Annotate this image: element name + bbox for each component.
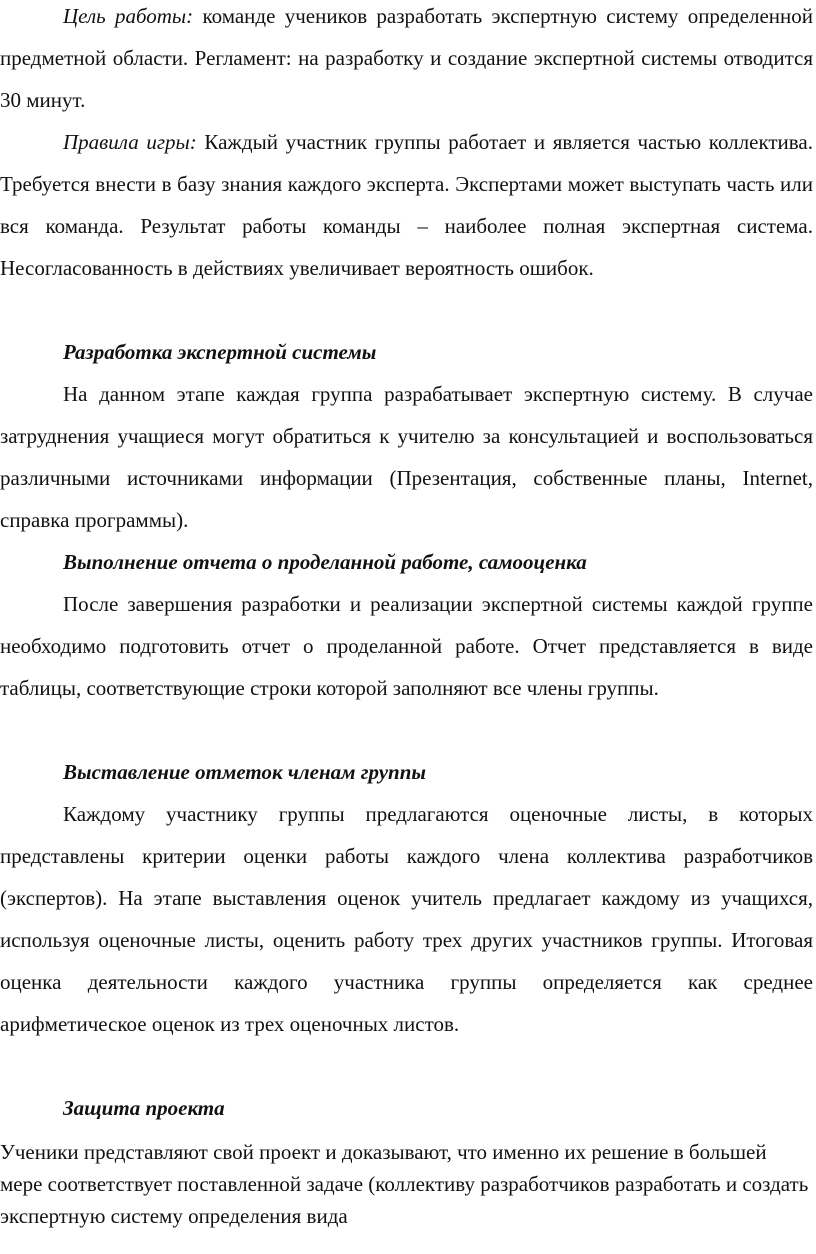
- defense-paragraph: Ученики представляют свой проект и доказывают, что именно их решение в большей мере соответствует поставленной задаче (коллективу разработчиков разработать и создать экспертную систему определения вида: [0, 1140, 809, 1228]
- goal-paragraph: [0, 0, 813, 121]
- grading-paragraph: Каждому участнику группы предлагаются оценочные листы, в которых представлены критерии оценки работы каждого члена коллектива разработчиков (экспертов). На этапе выставления оценок учитель предлагает каждому из учащихся, используя оценочные листы, оценить работу трех других участников группы. Итоговая оценка деятельности каждого участника группы определяется как среднее арифметическое оценок из трех оценочных листов.: [0, 802, 813, 1036]
- report-heading: Выполнение отчета о проделанной работе, самооценка: [63, 550, 587, 574]
- rules-paragraph: [0, 121, 813, 289]
- rules-text: Каждый участник группы работает и является частью коллектива. Требуется внести в базу знания каждого эксперта. Экспертами может выступать часть или вся команда. Результат работы команды – наиболее полная экспертная система. Несогласованность в действиях увеличивает вероятность ошибок.: [0, 130, 813, 280]
- goal-text: команде учеников разработать экспертную систему определенной предметной области. Регламент: на разработку и создание экспертной системы отводится 30 минут.: [0, 4, 814, 112]
- defense-heading: Защита проекта: [63, 1096, 225, 1120]
- development-heading: Разработка экспертной системы: [63, 340, 377, 364]
- report-paragraph: После завершения разработки и реализации экспертной системы каждой группе необходимо подготовить отчет о проделанной работе. Отчет представляется в виде таблицы, соответствующие строки которой заполняют все члены группы.: [0, 592, 813, 700]
- grading-heading: Выставление отметок членам группы: [63, 760, 426, 784]
- goal-lead: Цель работы:: [63, 4, 194, 28]
- rules-lead: Правила игры:: [63, 130, 197, 154]
- development-paragraph: На данном этапе каждая группа разрабатывает экспертную систему. В случае затруднения учащиеся могут обратиться к учителю за консультацией и воспользоваться различными источниками информации (Презентация, собственные планы, Internet, справка программы).: [0, 382, 813, 532]
